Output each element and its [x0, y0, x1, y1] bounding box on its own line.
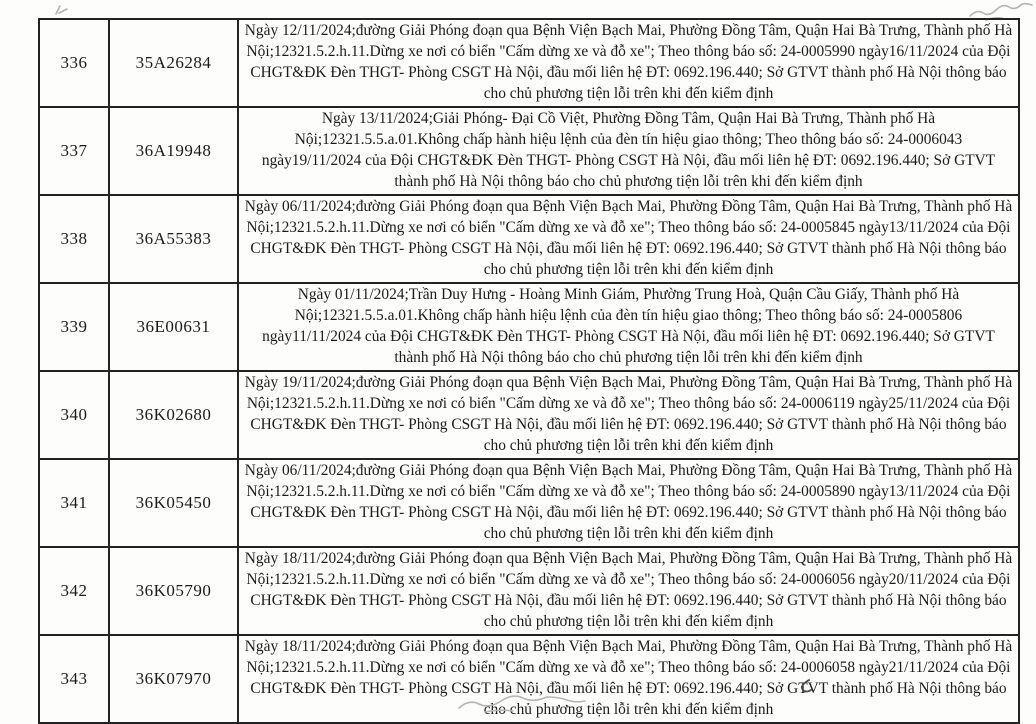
license-plate-cell: 36A55383 [109, 195, 238, 283]
row-index-cell: 338 [39, 195, 109, 283]
row-index-cell: 342 [39, 547, 109, 635]
license-plate-cell: 36K07970 [109, 635, 238, 723]
table-row [39, 371, 1019, 459]
table-row [39, 635, 1019, 723]
license-plate-cell: 35A26284 [109, 19, 238, 107]
violation-table [38, 18, 1020, 724]
row-index-cell: 337 [39, 107, 109, 195]
violation-table-body [39, 19, 1019, 723]
violation-description-cell: Ngày 19/11/2024;đường Giải Phóng đoạn qua Bệnh Viện Bạch Mai, Phường Đồng Tâm, Quận Hai Bà Trưng, Thành phố Hà Nội;12321.5.2.h.11.Dừng xe nơi có biển "Cấm dừng xe và đỗ xe"; Theo thông báo số: 24-0006119 ngày25/11/2024 của Đội CHGT&ĐK Đèn THGT- Phòng CSGT Hà Nội, đầu mối liên hệ ĐT: 0692.196.440; Sở GTVT thành phố Hà Nội thông báo cho chủ phương tiện lỗi trên khi đến kiểm định [238, 371, 1019, 459]
table-row [39, 195, 1019, 283]
violation-description-cell: Ngày 06/11/2024;đường Giải Phóng đoạn qua Bệnh Viện Bạch Mai, Phường Đồng Tâm, Quận Hai Bà Trưng, Thành phố Hà Nội;12321.5.2.h.11.Dừng xe nơi có biển "Cấm dừng xe và đỗ xe"; Theo thông báo số: 24-0005845 ngày13/11/2024 của Đội CHGT&ĐK Đèn THGT- Phòng CSGT Hà Nội, đầu mối liên hệ ĐT: 0692.196.440; Sở GTVT thành phố Hà Nội thông báo cho chủ phương tiện lỗi trên khi đến kiểm định [238, 195, 1019, 283]
violation-description-cell: Ngày 12/11/2024;đường Giải Phóng đoạn qua Bệnh Viện Bạch Mai, Phường Đồng Tâm, Quận Hai Bà Trưng, Thành phố Hà Nội;12321.5.2.h.11.Dừng xe nơi có biển "Cấm dừng xe và đỗ xe"; Theo thông báo số: 24-0005990 ngày16/11/2024 của Đội CHGT&ĐK Đèn THGT- Phòng CSGT Hà Nội, đầu mối liên hệ ĐT: 0692.196.440; Sở GTVT thành phố Hà Nội thông báo cho chủ phương tiện lỗi trên khi đến kiểm định [238, 19, 1019, 107]
table-row [39, 459, 1019, 547]
table-row [39, 107, 1019, 195]
table-row [39, 19, 1019, 107]
license-plate-cell: 36K05450 [109, 459, 238, 547]
row-index-cell: 339 [39, 283, 109, 371]
license-plate-cell: 36A19948 [109, 107, 238, 195]
license-plate-cell: 36K05790 [109, 547, 238, 635]
license-plate-cell: 36E00631 [109, 283, 238, 371]
pencil-tick-top-left [52, 2, 76, 18]
violation-description-cell: Ngày 06/11/2024;đường Giải Phóng đoạn qua Bệnh Viện Bạch Mai, Phường Đồng Tâm, Quận Hai Bà Trưng, Thành phố Hà Nội;12321.5.2.h.11.Dừng xe nơi có biển "Cấm dừng xe và đỗ xe"; Theo thông báo số: 24-0005890 ngày13/11/2024 của Đội CHGT&ĐK Đèn THGT- Phòng CSGT Hà Nội, đầu mối liên hệ ĐT: 0692.196.440; Sở GTVT thành phố Hà Nội thông báo cho chủ phương tiện lỗi trên khi đến kiểm định [238, 459, 1019, 547]
violation-description-cell: Ngày 13/11/2024;Giải Phóng- Đại Cồ Việt, Phường Đồng Tâm, Quận Hai Bà Trưng, Thành phố Hà Nội;12321.5.5.a.01.Không chấp hành hiệu lệnh của đèn tín hiệu giao thông; Theo thông báo số: 24-0006043 ngày19/11/2024 của Đội CHGT&ĐK Đèn THGT- Phòng CSGT Hà Nội, đầu mối liên hệ ĐT: 0692.196.440; Sở GTVT thành phố Hà Nội thông báo cho chủ phương tiện lỗi trên khi đến kiểm định [238, 107, 1019, 195]
table-row [39, 547, 1019, 635]
violation-description-cell: Ngày 18/11/2024;đường Giải Phóng đoạn qua Bệnh Viện Bạch Mai, Phường Đồng Tâm, Quận Hai Bà Trưng, Thành phố Hà Nội;12321.5.2.h.11.Dừng xe nơi có biển "Cấm dừng xe và đỗ xe"; Theo thông báo số: 24-0006058 ngày21/11/2024 của Đội CHGT&ĐK Đèn THGT- Phòng CSGT Hà Nội, đầu mối liên hệ ĐT: 0692.196.440; Sở GTVT thành phố Hà Nội thông báo cho chủ phương tiện lỗi trên khi đến kiểm định [238, 635, 1019, 723]
table-row [39, 283, 1019, 371]
license-plate-cell: 36K02680 [109, 371, 238, 459]
row-index-cell: 343 [39, 635, 109, 723]
violation-description-cell: Ngày 18/11/2024;đường Giải Phóng đoạn qua Bệnh Viện Bạch Mai, Phường Đồng Tâm, Quận Hai Bà Trưng, Thành phố Hà Nội;12321.5.2.h.11.Dừng xe nơi có biển "Cấm dừng xe và đỗ xe"; Theo thông báo số: 24-0006056 ngày20/11/2024 của Đội CHGT&ĐK Đèn THGT- Phòng CSGT Hà Nội, đầu mối liên hệ ĐT: 0692.196.440; Sở GTVT thành phố Hà Nội thông báo cho chủ phương tiện lỗi trên khi đến kiểm định [238, 547, 1019, 635]
row-index-cell: 336 [39, 19, 109, 107]
row-index-cell: 341 [39, 459, 109, 547]
violation-description-cell: Ngày 01/11/2024;Trần Duy Hưng - Hoàng Minh Giám, Phường Trung Hoà, Quận Cầu Giấy, Thành phố Hà Nội;12321.5.5.a.01.Không chấp hành hiệu lệnh của đèn tín hiệu giao thông; Theo thông báo số: 24-0005806 ngày11/11/2024 của Đội CHGT&ĐK Đèn THGT- Phòng CSGT Hà Nội, đầu mối liên hệ ĐT: 0692.196.440; Sở GTVT thành phố Hà Nội thông báo cho chủ phương tiện lỗi trên khi đến kiểm định [238, 283, 1019, 371]
row-index-cell: 340 [39, 371, 109, 459]
